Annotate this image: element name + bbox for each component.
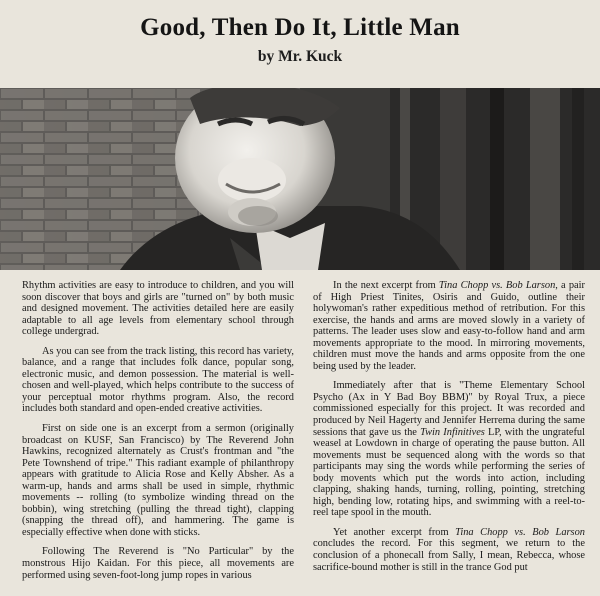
text-run: LP, with the ungrateful weasel at Lowdown in charge of operating the pause button. All movements must be sequenced along with the words so that participants may sing the words while performing the series of body movents which put the words into action, including clapping, shaking hands, turning, rolling, pointing, stretching high, bending low, rotating hips, and swimming with a reel-to-reel tape spool in the mouth. (313, 426, 586, 519)
portrait-photo-icon (0, 88, 600, 270)
text-run: , a pair of High Priest Tinites, Osiris and Guido, outline their holywoman's rather expeditious method of retribution. For this exercise, the hands and arms are moved slowly in a variety of patterns. The leader uses slow and easy-to-follow hand and arm movements appropriate to the mood. In mirroring movements, children must move the hands and arms opposite from the one being used by the leader. (313, 280, 586, 372)
article-title: Good, Then Do It, Little Man (140, 14, 460, 41)
album-title: Tina Chopp vs. Bob Larson (455, 526, 585, 538)
text-run: Yet another excerpt from (333, 526, 456, 538)
left-column (22, 280, 294, 581)
album-title: Tina Chopp vs. Bob Larson (438, 280, 556, 291)
paragraph: Rhythm activities are easy to introduce to children, and you will soon discover that boys and girls are "turned on" by both music and designed movement. The activities detailed here are easily adaptable to all age levels from elementary school through college undergrad. (22, 280, 294, 338)
paragraph (313, 380, 585, 519)
paragraph: As you can see from the track listing, this record has variety, balance, and a range that includes folk dance, popular song, electronic music, and demon possession. The material is well-chosen and well-played, which helps contribute to the success of your perceptual motor rhythms program. Also, the record includes both standard and open-ended creative activities. (22, 345, 294, 415)
paragraph: Following The Reverend is "No Particular" by the monstrous Hijo Kaidan. For this piece, all movements are performed using seven-foot-long jump ropes in various (22, 546, 294, 581)
paragraph: First on side one is an excerpt from a sermon (originally broadcast on KUSF, San Francisco) by The Reverend John Hawkins, recognized alternately as Crust's frontman and "the Pete Townshend of tripe." This radiant example of philanthropy appears with gratitude to Alicia Rose and Kelly Absher. As a warm-up, hands and arms shall be used in simple, rhythmic movements -- rolling (to symbolize winding thread on the bobbin), wing stretching (pulling the thread tight), clapping (snapping the thread off), and hammering. The game is especially effective when done with sticks. (22, 423, 294, 538)
text-run: Immediately after that is "Theme Elementary School Psycho (Ax in Y Bad Boy BBM)" by Royal Trux, a piece commissioned especially for this project. It was recorded and produced by Neil Hagerty and Jennifer Herrema during the same sessions that gave us the (313, 380, 585, 438)
right-column (313, 280, 585, 573)
paragraph (313, 280, 585, 372)
article-byline: by Mr. Kuck (257, 48, 343, 65)
text-run: In the next excerpt from (333, 280, 439, 291)
album-title: Twin Infinitives (420, 426, 485, 438)
text-run: concludes the record. For this segment, we return to the conclusion of a phonecall from Sally, I mean, Rebecca, whose sacrifice-bound mother is still in the trance God put (313, 538, 585, 573)
paragraph (313, 527, 585, 573)
portrait-photo (0, 88, 600, 270)
